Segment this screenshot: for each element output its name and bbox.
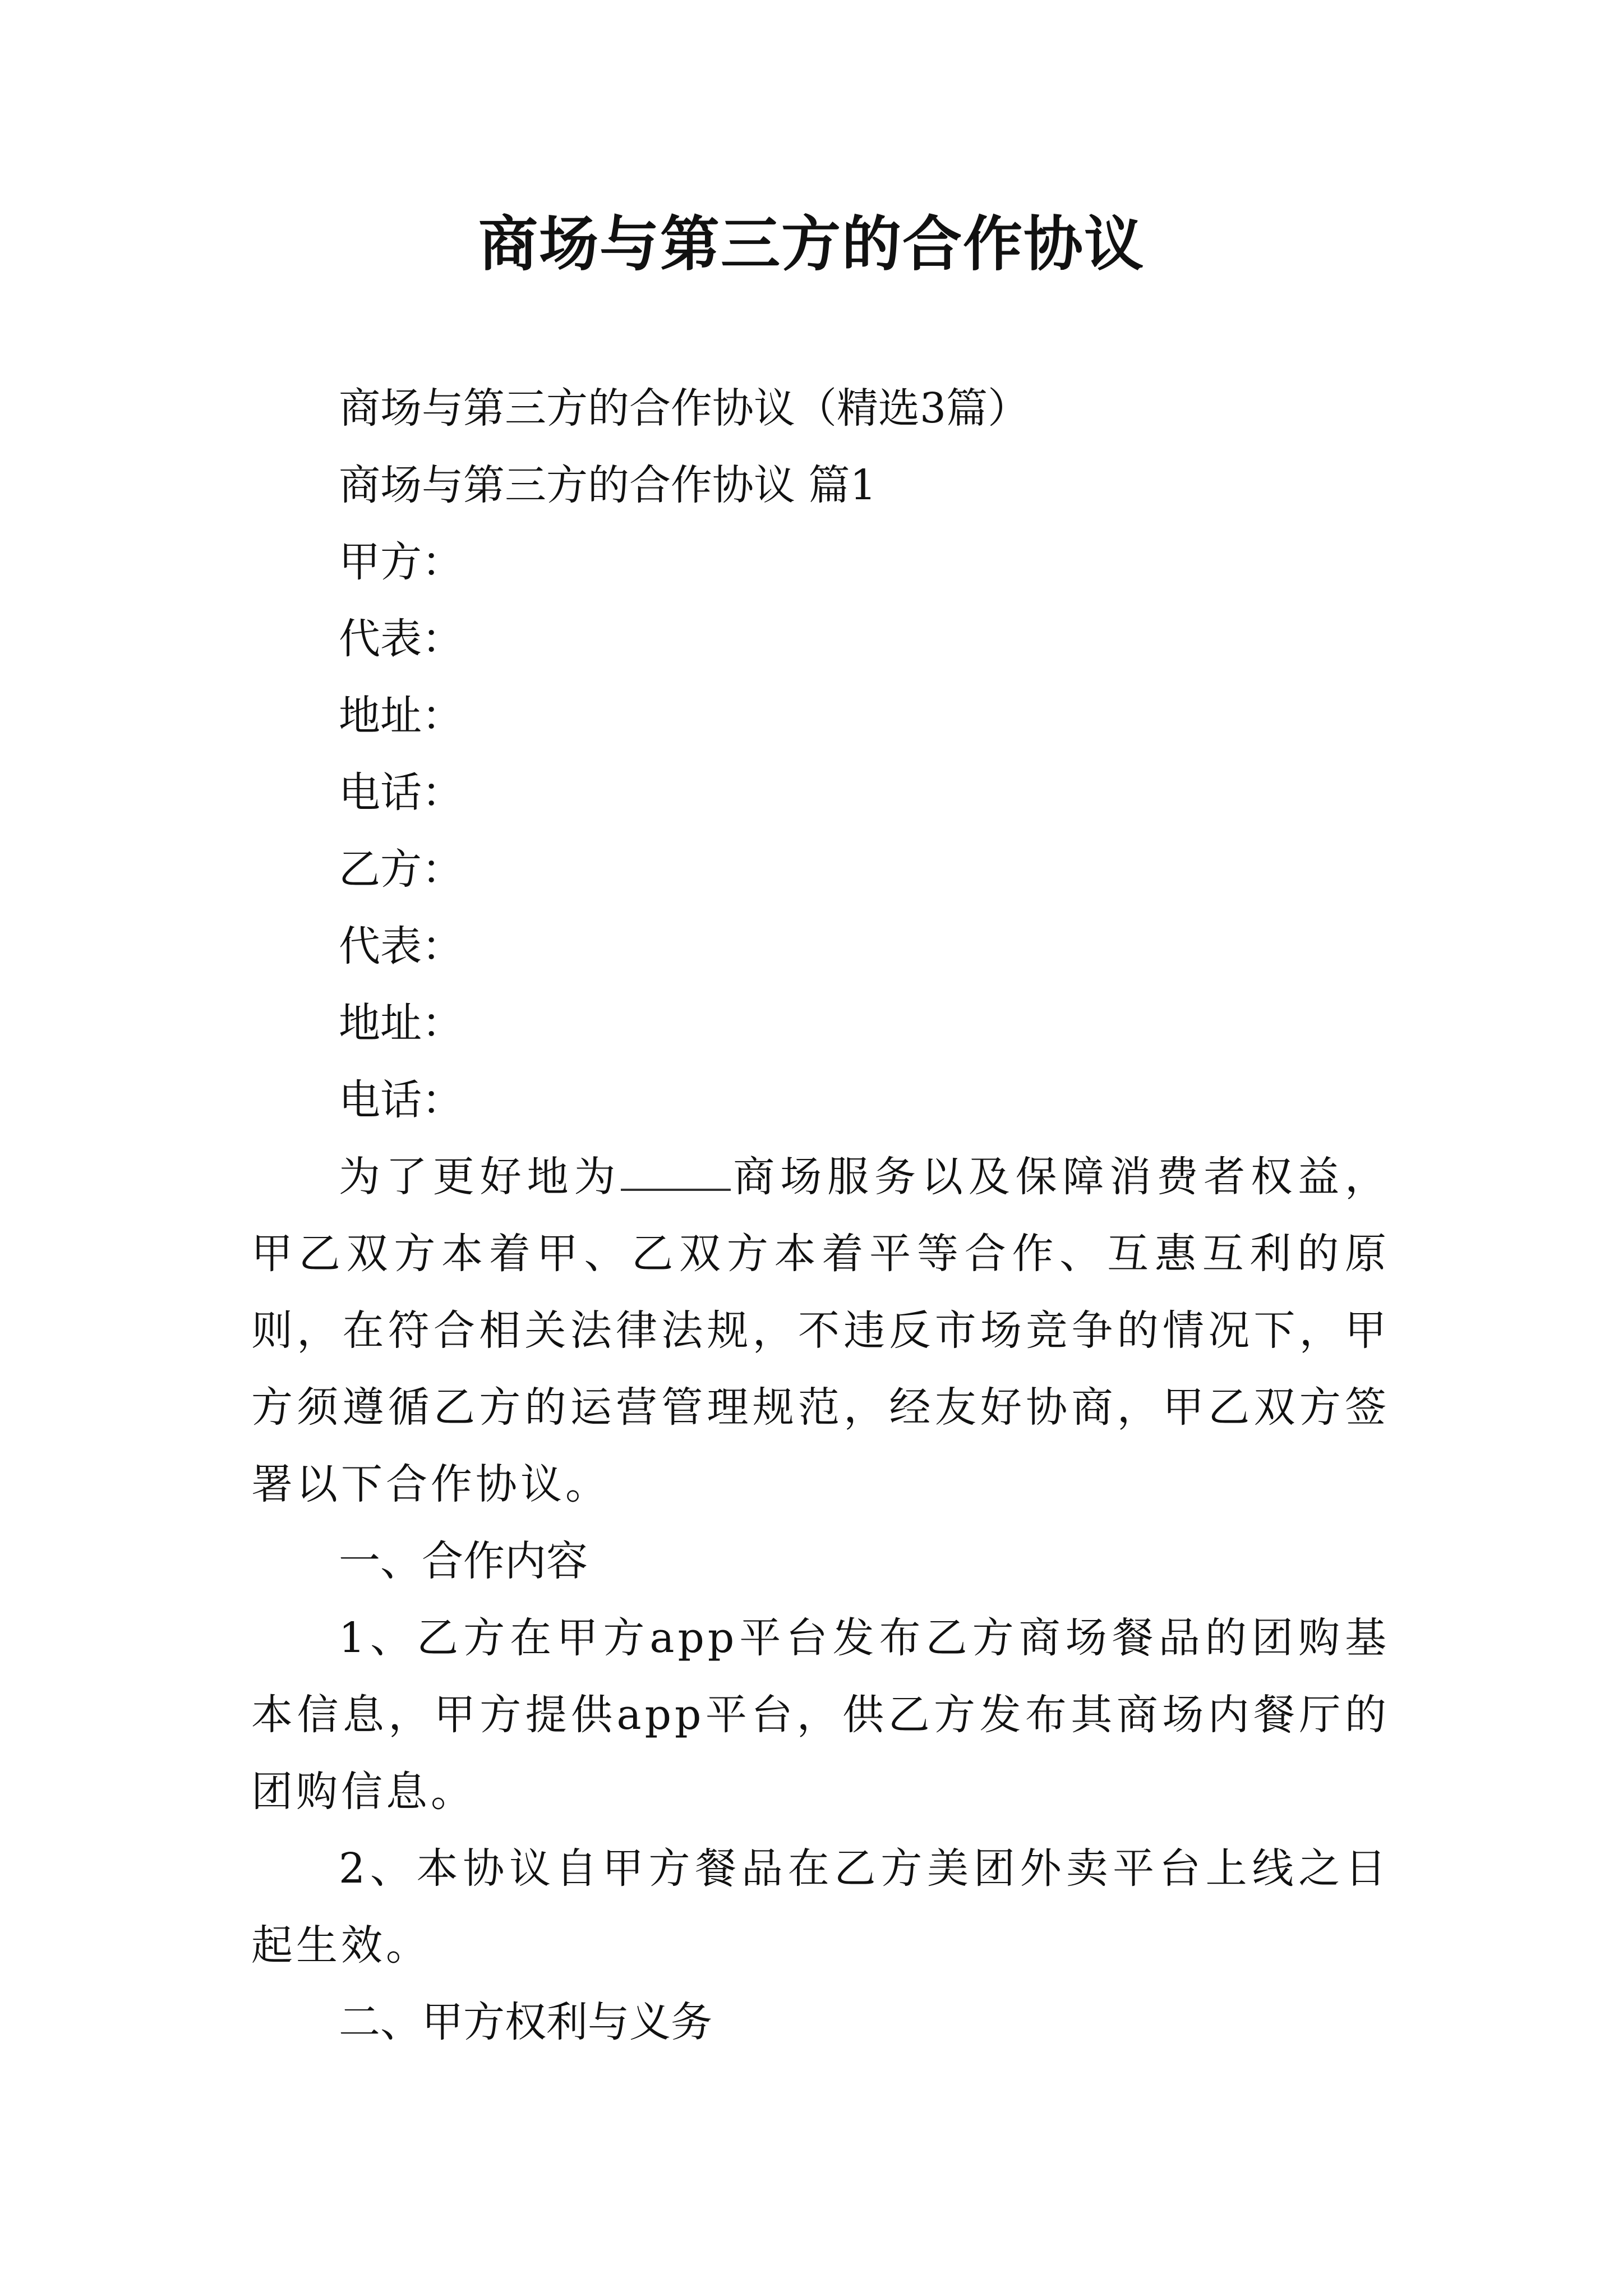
clause-2: 2、本协议自甲方餐品在乙方美团外卖平台上线之日起生效。	[251, 1844, 1390, 1970]
party-a-phone: 电话：	[339, 769, 463, 817]
party-b-representative: 代表：	[339, 922, 463, 970]
fill-in-blank	[621, 1155, 731, 1191]
party-a-label: 甲方：	[339, 538, 463, 586]
party-a-address: 地址：	[339, 692, 463, 740]
document-title: 商场与第三方的合作协议	[478, 209, 1145, 279]
party-b-label: 乙方：	[339, 845, 463, 894]
party-a-representative: 代表：	[339, 615, 463, 663]
party-b-address: 地址：	[339, 999, 463, 1047]
party-b-phone: 电话：	[339, 1076, 463, 1124]
subtitle: 商场与第三方的合作协议（精选3篇）	[339, 384, 1030, 432]
clause-1: 1、乙方在甲方app平台发布乙方商场餐品的团购基本信息，甲方提供app平台，供乙方发布其商场内餐厅的团购信息。	[251, 1614, 1390, 1816]
intro-text-start: 为了更好地为	[339, 1153, 621, 1201]
intro-paragraph	[251, 1139, 1390, 1523]
intro-text-rest: 商场服务以及保障消费者权益，甲乙双方本着甲、乙双方本着平等合作、互惠互利的原则，在符合相关法律法规，不违反市场竞争的情况下，甲方须遵循乙方的运营管理规范，经友好协商，甲乙双方签署以下合作协议。	[251, 1153, 1390, 1508]
section-heading: 商场与第三方的合作协议 篇1	[339, 461, 877, 509]
heading-party-a-rights: 二、甲方权利与义务	[339, 1998, 712, 2046]
document-body	[251, 370, 1390, 2061]
heading-cooperation-content: 一、合作内容	[339, 1537, 588, 1585]
